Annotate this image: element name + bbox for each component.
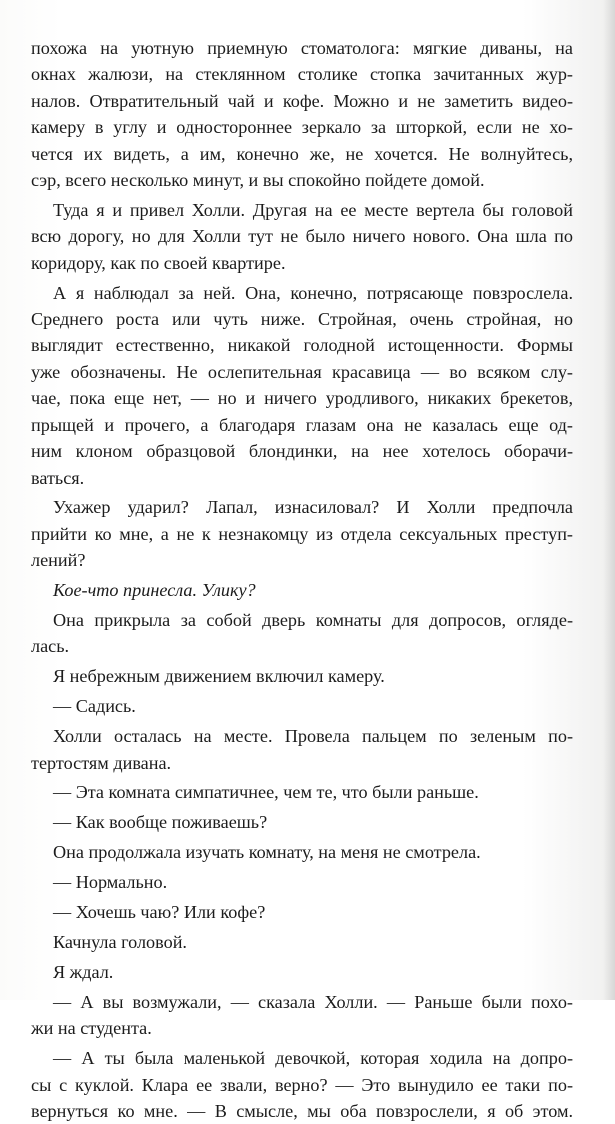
text-line: — А вы возмужали, — сказала Холли. — Раньше были похо- [53, 991, 573, 1012]
text-line: лений? [31, 550, 86, 571]
text-line: лась. [31, 636, 70, 657]
text-line: Я небрежным движением включил камеру. [53, 666, 385, 687]
text-line: — Как вообще поживаешь? [53, 812, 268, 833]
text-line: Я ждал. [53, 961, 114, 982]
text-line: Ухажер ударил? Лапал, изнасиловал? И Холли предпочла [53, 497, 573, 518]
text-line: уже обозначены. Не ослепительная красавица — во всяком слу- [31, 361, 573, 382]
text-line: прийти ко мне, а не к незнакомцу из отдела сексуальных преступ- [31, 523, 573, 544]
text-line: — Нормально. [53, 872, 168, 893]
text-line: — А ты была маленькой девочкой, которая ходила на допро- [53, 1048, 573, 1069]
text-line: окнах жалюзи, на стеклянном столике стопка зачитанных жур- [31, 64, 573, 85]
text-line: тертостям дивана. [31, 752, 172, 773]
text-line: Она продолжала изучать комнату, на меня не смотрела. [53, 842, 481, 863]
text-line: Качнула головой. [53, 932, 187, 952]
text-line: камеру в углу и одностороннее зеркало за шторкой, если не хо- [31, 117, 573, 138]
text-line: ним клоном образцовой блондинки, на нее хотелось оборачи- [31, 441, 573, 462]
text-line: Она прикрыла за собой дверь комнаты для допросов, огляде- [53, 610, 573, 631]
body-text [31, 35, 573, 1124]
text-line: Туда я и привел Холли. Другая на ее месте вертела бы головой [53, 199, 573, 220]
text-line: вернуться ко мне. — В смысле, мы оба повзрослели, я об этом. [31, 1100, 573, 1121]
text-line: выглядит естественно, никакой голодной истощенности. Формы [31, 335, 573, 356]
text-line: — Эта комната симпатичнее, чем те, что были раньше. [53, 782, 479, 803]
text-line: прыщей и прочего, а благодаря глазам она не казалась еще од- [31, 414, 573, 435]
text-line: сэр, всего несколько минут, и вы спокойно пойдете домой. [31, 170, 485, 191]
text-line: Среднего роста или чуть ниже. Стройная, очень стройная, но [31, 309, 573, 330]
text-line: жи на студента. [31, 1018, 152, 1039]
text-line: чется их видеть, а им, конечно же, не хочется. Не волнуйтесь, [31, 143, 573, 164]
text-line: А я наблюдал за ней. Она, конечно, потрясающе повзрослела. [53, 282, 573, 303]
text-line: коридору, как по своей квартире. [31, 252, 286, 273]
text-line: — Садись. [53, 696, 136, 717]
text-line: чае, пока еще нет, — но и ничего уродливого, никаких брекетов, [31, 388, 573, 409]
text-line: всю дорогу, но для Холли тут не было ничего нового. Она шла по [31, 226, 573, 247]
text-line: налов. Отвратительный чай и кофе. Можно и не заметить видео- [31, 90, 573, 111]
text-line: Холли осталась на месте. Провела пальцем по зеленым по- [53, 726, 573, 747]
text-line: похожа на уютную приемную стоматолога: мягкие диваны, на [31, 38, 573, 58]
text-line: Кое-что принесла. Улику? [53, 580, 256, 601]
text-line: ваться. [31, 467, 85, 488]
text-line: сы с куклой. Клара ее звали, верно? — Это вынудило ее таки по- [31, 1074, 573, 1095]
page-edge-shadow [603, 0, 615, 1000]
text-line: — Хочешь чаю? Или кофе? [53, 902, 266, 923]
